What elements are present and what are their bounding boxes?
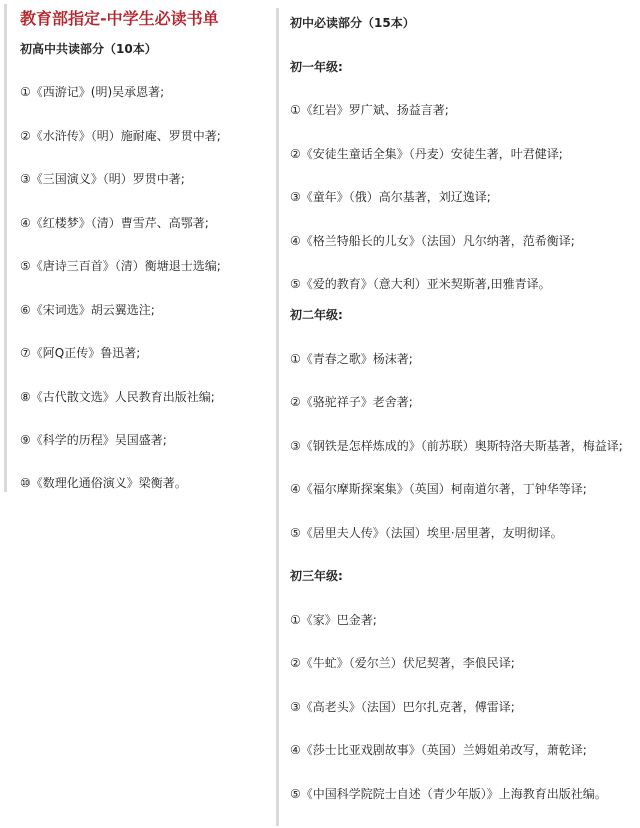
list-item: ⑤《唐诗三百首》（清）衡塘退士选编;: [20, 259, 221, 273]
right-divider-bar: [276, 8, 279, 826]
list-item: ①《青春之歌》杨沫著;: [290, 352, 413, 366]
list-item: ①《家》巴金著;: [290, 613, 377, 627]
list-item: ②《牛虻》（爱尔兰）伏尼契著，李俍民译;: [290, 656, 515, 670]
list-item: ④《红楼梦》（清）曹雪芹、高鄂著;: [20, 216, 209, 230]
shared-reading-section-title: 初高中共读部分（10本）: [20, 42, 157, 56]
list-item: ①《西游记》(明)吴承恩著;: [20, 85, 165, 99]
grade-one-label: 初一年级:: [290, 60, 343, 74]
junior-reading-section-title: 初中必读部分（15本）: [290, 16, 415, 30]
list-item: ⑤《居里夫人传》（法国）埃里·居里著，友明彻译。: [290, 526, 563, 540]
list-item: ④《格兰特船长的儿女》（法国）凡尔纳著，范希衡译;: [290, 234, 575, 248]
list-item: ⑧《古代散文选》人民教育出版社编;: [20, 390, 215, 404]
list-item: ⑥《宋词选》胡云翼选注;: [20, 303, 155, 317]
left-divider-bar: [4, 4, 7, 492]
list-item: ⑤《中国科学院院士自述（青少年版）》上海教育出版社编。: [290, 787, 607, 801]
list-item: ③《高老头》（法国）巴尔扎克著，傅雷译;: [290, 700, 515, 714]
list-item: ③《三国演义》（明）罗贯中著;: [20, 172, 185, 186]
list-item: ③《钢铁是怎样炼成的》（前苏联）奥斯特洛夫斯基著，梅益译;: [290, 439, 623, 453]
list-item: ②《骆驼祥子》老舍著;: [290, 395, 413, 409]
list-item: ⑨《科学的历程》吴国盛著;: [20, 433, 167, 447]
list-item: ①《红岩》罗广斌、扬益言著;: [290, 103, 449, 117]
list-item: ④《莎士比亚戏剧故事》（英国）兰姆姐弟改写，萧乾译;: [290, 743, 587, 757]
list-item: ⑤《爱的教育》（意大利）亚米契斯著,田雅青译。: [290, 277, 551, 291]
list-item: ②《安徒生童话全集》（丹麦）安徒生著，叶君健译;: [290, 147, 563, 161]
list-item: ⑩《数理化通俗演义》梁衡著。: [20, 476, 187, 490]
page-title: 教育部指定-中学生必读书单: [20, 9, 219, 28]
list-item: ④《福尔摩斯探案集》（英国）柯南道尔著，丁钟华等译;: [290, 482, 587, 496]
grade-two-label: 初二年级:: [290, 308, 343, 322]
list-item: ②《水浒传》（明）施耐庵、罗贯中著;: [20, 129, 221, 143]
list-item: ⑦《阿Q正传》鲁迅著;: [20, 346, 141, 360]
grade-three-label: 初三年级:: [290, 569, 343, 583]
list-item: ③《童年》（俄）高尔基著，刘辽逸译;: [290, 190, 491, 204]
